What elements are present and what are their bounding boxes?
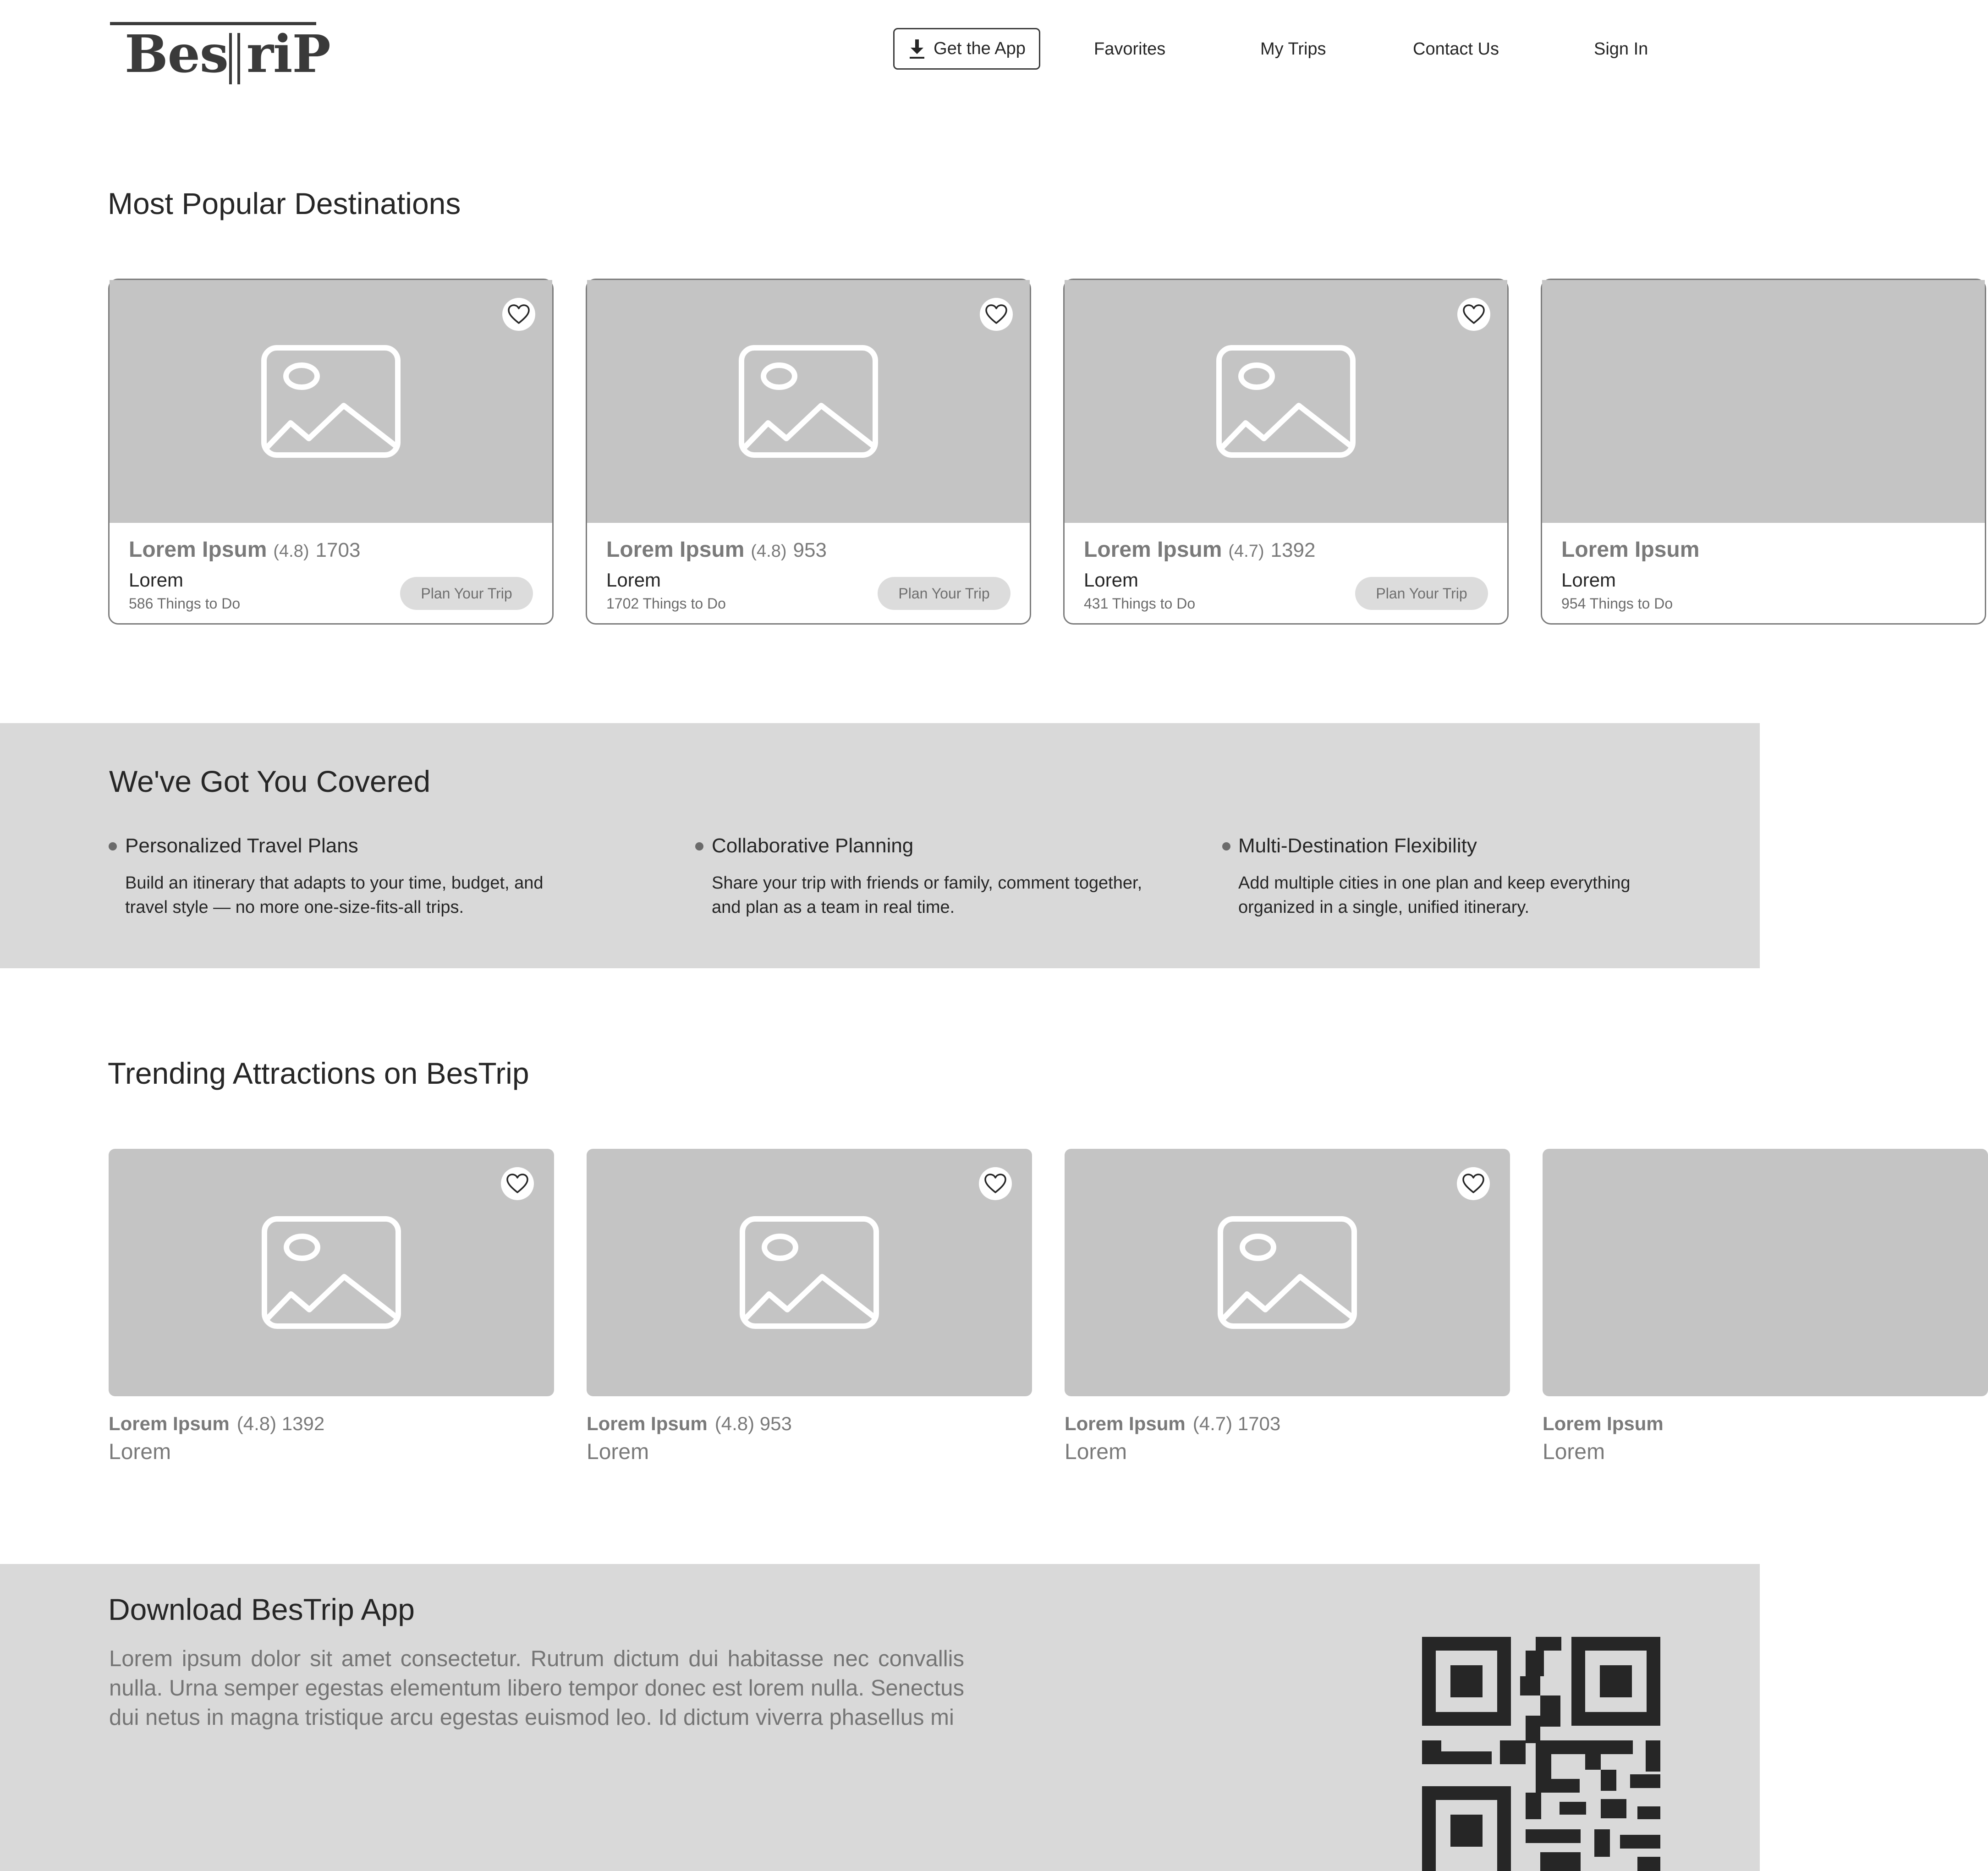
download-description: Lorem ipsum dolor sit amet consectetur. Rutrum dictum dui habitasse nec convallis nulla. Urna semper egestas elementum libero tempor donec est lorem nulla. Senectus dui netus in magna tristique arcu egestas euismod leo. Id dictum viverra phasellus mi xyxy=(109,1646,964,1730)
things-to-do-count: 1702 Things to Do xyxy=(606,595,726,612)
trending-section-title: Trending Attractions on BesTrip xyxy=(108,1056,529,1090)
destination-subtitle: Lorem xyxy=(1561,569,1616,591)
attraction-image xyxy=(109,1149,554,1396)
attraction-image xyxy=(1543,1149,1988,1396)
feature-description: Build an itinerary that adapts to your time, budget, and travel style — no more one-size-fits-all trips. xyxy=(125,873,544,917)
popular-section-title: Most Popular Destinations xyxy=(108,187,461,220)
attraction-subtitle: Lorem xyxy=(1065,1440,1127,1464)
favorite-button[interactable] xyxy=(1457,1167,1490,1200)
favorite-button[interactable] xyxy=(501,1167,534,1200)
bullet-dot xyxy=(109,842,117,850)
logo-text xyxy=(125,25,330,84)
attraction-card[interactable] xyxy=(587,1149,1032,1465)
attraction-subtitle: Lorem xyxy=(109,1440,171,1464)
destination-image xyxy=(1065,280,1507,523)
attraction-title: Lorem Ipsum (4.8) 1392 xyxy=(109,1413,325,1434)
heart-icon xyxy=(985,304,1008,325)
nav-sign-in[interactable]: Sign In xyxy=(1594,39,1648,59)
things-to-do-count: 586 Things to Do xyxy=(129,595,241,612)
destination-subtitle: Lorem xyxy=(129,569,184,591)
things-to-do-count: 954 Things to Do xyxy=(1561,595,1673,612)
attraction-image xyxy=(587,1149,1032,1396)
attraction-card[interactable] xyxy=(1065,1149,1510,1465)
attraction-subtitle: Lorem xyxy=(1543,1440,1605,1464)
nav-my-trips[interactable]: My Trips xyxy=(1260,39,1326,59)
image-placeholder-icon xyxy=(261,345,401,458)
favorite-button[interactable] xyxy=(1457,298,1490,331)
destination-image xyxy=(587,280,1030,523)
nav-favorites[interactable]: Favorites xyxy=(1094,39,1166,59)
destination-title: Lorem Ipsum (4.8) 953 xyxy=(606,538,827,562)
destination-subtitle: Lorem xyxy=(1084,569,1139,591)
attraction-title: Lorem Ipsum (4.8) 953 xyxy=(587,1413,792,1434)
bullet-dot xyxy=(1222,842,1230,850)
destination-title: Lorem Ipsum xyxy=(1561,538,1700,562)
covered-section-title: We've Got You Covered xyxy=(109,764,431,798)
attraction-title: Lorem Ipsum (4.7) 1703 xyxy=(1065,1413,1281,1434)
feature-description: Share your trip with friends or family, comment together, and plan as a team in real time. xyxy=(712,873,1142,917)
get-app-button[interactable] xyxy=(893,28,1040,70)
logo-part-1: Bes xyxy=(125,24,228,84)
download-section-title: Download BesTrip App xyxy=(108,1592,415,1626)
heart-icon xyxy=(984,1173,1007,1194)
heart-icon xyxy=(1462,1173,1485,1194)
things-to-do-count: 431 Things to Do xyxy=(1084,595,1196,612)
plan-your-trip-button[interactable]: Plan Your Trip xyxy=(878,577,1010,610)
logo-t-mark xyxy=(228,33,247,84)
attraction-subtitle: Lorem xyxy=(587,1440,649,1464)
heart-icon xyxy=(507,304,530,325)
qr-code[interactable] xyxy=(1422,1637,1660,1871)
image-placeholder-icon xyxy=(1218,1216,1357,1329)
destination-card[interactable] xyxy=(108,279,554,625)
feature-description: Add multiple cities in one plan and keep everything organized in a single, unified itinerary. xyxy=(1238,873,1631,917)
plan-your-trip-button[interactable]: Plan Your Trip xyxy=(400,577,533,610)
popular-carousel[interactable] xyxy=(108,279,1700,627)
attraction-card[interactable] xyxy=(109,1149,554,1465)
destination-subtitle: Lorem xyxy=(606,569,661,591)
plan-your-trip-button[interactable]: Plan Your Trip xyxy=(1355,577,1488,610)
attraction-card[interactable] xyxy=(1543,1149,1988,1465)
trending-carousel[interactable] xyxy=(109,1149,1664,1470)
heart-icon xyxy=(1462,304,1485,325)
destination-image xyxy=(110,280,552,523)
destination-card[interactable] xyxy=(586,279,1031,625)
favorite-button[interactable] xyxy=(980,298,1013,331)
feature-title: Collaborative Planning xyxy=(712,834,914,857)
destination-card[interactable] xyxy=(1063,279,1509,625)
nav-contact-us[interactable]: Contact Us xyxy=(1413,39,1499,59)
image-placeholder-icon xyxy=(739,345,878,458)
favorite-button[interactable] xyxy=(502,298,535,331)
feature-title: Multi-Destination Flexibility xyxy=(1238,834,1477,857)
favorite-button[interactable] xyxy=(979,1167,1012,1200)
feature-title: Personalized Travel Plans xyxy=(125,834,358,857)
destination-card[interactable] xyxy=(1541,279,1986,625)
destination-image xyxy=(1542,280,1985,523)
destination-title: Lorem Ipsum (4.7) 1392 xyxy=(1084,538,1316,562)
get-app-label: Get the App xyxy=(934,39,1026,58)
bullet-dot xyxy=(695,842,703,850)
download-icon xyxy=(908,38,926,60)
attraction-title: Lorem Ipsum xyxy=(1543,1413,1664,1434)
attraction-image xyxy=(1065,1149,1510,1396)
destination-title: Lorem Ipsum (4.8) 1703 xyxy=(129,538,361,562)
heart-icon xyxy=(506,1173,529,1194)
logo-part-2: riP xyxy=(246,24,330,84)
image-placeholder-icon xyxy=(1216,345,1356,458)
image-placeholder-icon xyxy=(740,1216,879,1329)
image-placeholder-icon xyxy=(262,1216,401,1329)
